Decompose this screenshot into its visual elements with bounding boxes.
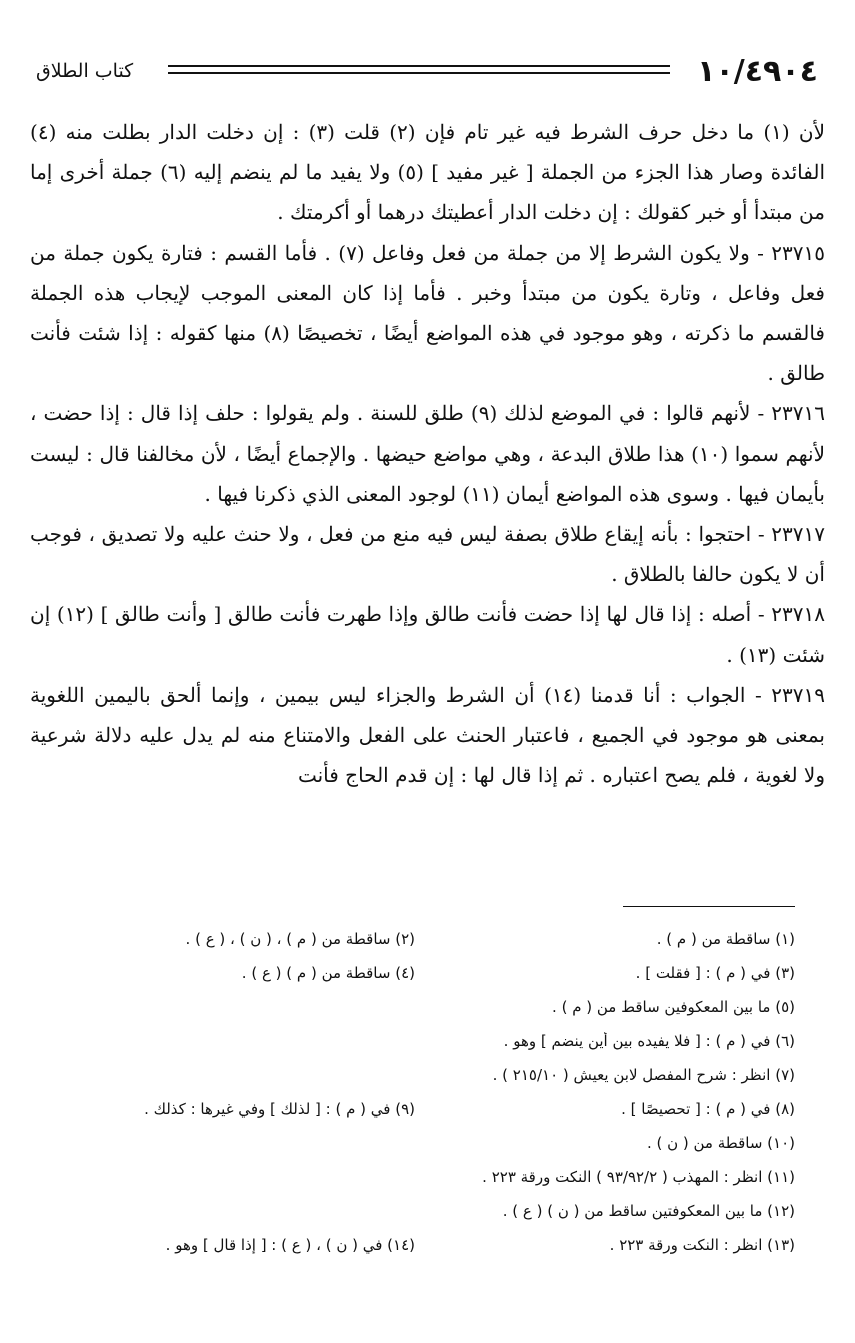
footnote: (١٢) ما بين المعكوفتين ساقط من ( ن ) ( ع ) .	[502, 1202, 795, 1220]
footnote-row	[40, 1058, 795, 1092]
footnote: (٢) ساقطة من ( م ) ، ( ن ) ، ( ع ) .	[185, 930, 415, 948]
footnote-row	[40, 1160, 795, 1194]
footnote: (٣) في ( م ) : [ فقلت ] .	[635, 964, 795, 982]
paragraph: ٢٣٧١٥ - ولا يكون الشرط إلا من جملة من فعل وفاعل (٧) . فأما القسم : فتارة يكون جملة من فعل وفاعل ، وتارة يكون من مبتدأ وخبر . فأما إذا كان المعنى الموجب لإيجاب هذه الجملة فالقسم ما ذكرته ، وهو موجود في هذه المواضع أيضًا ، تخصيصًا (٨) منها كقوله : إذا شئت فأنت طالق .	[30, 240, 825, 386]
footnote-separator	[623, 906, 795, 907]
footnote-row	[40, 990, 795, 1024]
footnote-row	[40, 1194, 795, 1228]
footnote-row	[40, 1228, 795, 1262]
paragraph: ٢٣٧١٨ - أصله : إذا قال لها إذا حضت فأنت طالق وإذا طهرت فأنت طالق [ وأنت طالق ] (١٢) إن شئت (١٣) .	[30, 602, 825, 667]
footnote: (١٠) ساقطة من ( ن ) .	[646, 1134, 795, 1152]
footnote-row	[40, 956, 795, 990]
footnote: (٩) في ( م ) : [ لذلك ] وفي غيرها : كذلك .	[144, 1100, 415, 1118]
paragraph: ٢٣٧١٦ - لأنهم قالوا : في الموضع لذلك (٩) طلق للسنة . ولم يقولوا : حلف إذا قال : إذا حضت ، لأنهم سموا (١٠) هذا طلاق البدعة ، وهي مواضع حيضها . والإجماع أيضًا ، لأن مخالفنا قال : ليست بأيمان فيها . وسوى هذه المواضع أيمان (١١) لوجود المعنى الذي ذكرنا فيها .	[30, 401, 825, 506]
footnote: (١) ساقطة من ( م ) .	[656, 930, 795, 948]
paragraph: ٢٣٧١٩ - الجواب : أنا قدمنا (١٤) أن الشرط والجزاء ليس بيمين ، وإنما ألحق باليمين اللغوية بمعنى هو موجود في الجميع ، فاعتبار الحنث على الفعل والامتناع منه لم يدل عليه دلالة شرعية ولا لغوية ، فلم يصح اعتباره . ثم إذا قال لها : إن قدم الحاج فأنت	[30, 682, 825, 788]
main-text	[30, 112, 825, 795]
page-number: ١٠/٤٩٠٤	[697, 54, 818, 89]
footnote: (٦) في ( م ) : [ فلا يفيده بين أين ينضم ] وهو .	[503, 1032, 795, 1050]
paragraph: لأن (١) ما دخل حرف الشرط فيه غير تام فإن (٢) قلت (٣) : إن دخلت الدار بطلت منه (٤) الفائدة وصار هذا الجزء من الجملة [ غير مفيد ] (٥) ولا يفيد ما لم ينضم إليه (٦) جملة أخرى إما من مبتدأ أو خبر كقولك : إن دخلت الدار أعطيتك درهما أو أكرمتك .	[30, 120, 826, 225]
footnote-row	[40, 922, 795, 956]
footnote: (٥) ما بين المعكوفين ساقط من ( م ) .	[552, 998, 795, 1016]
book-title: كتاب الطلاق	[36, 60, 134, 82]
footnote-row	[40, 1126, 795, 1160]
paragraph: ٢٣٧١٧ - احتجوا : بأنه إيقاع طلاق بصفة ليس فيه منع من فعل ، ولا حنث عليه ولا تصديق ، فوجب أن لا يكون حالفا بالطلاق .	[30, 522, 825, 587]
footnote-row	[40, 1092, 795, 1126]
footnote: (٤) ساقطة من ( م ) ( ع ) .	[241, 964, 415, 982]
footnote: (١١) انظر : المهذب ( ٩٣/٩٢/٢ ) النكت ورقة ٢٢٣ .	[482, 1168, 795, 1186]
footnote: (٨) في ( م ) : [ تحصيصًا ] .	[621, 1100, 795, 1118]
header-rule	[168, 65, 670, 74]
footnote: (١٣) انظر : النكت ورقة ٢٢٣ .	[609, 1236, 795, 1254]
footnote-row	[40, 1024, 795, 1058]
page-header	[30, 52, 820, 92]
footnote: (٧) انظر : شرح المفصل لابن يعيش ( ٢١٥/١٠ ) .	[492, 1066, 795, 1084]
footnotes	[40, 922, 795, 1262]
footnote: (١٤) في ( ن ) ، ( ع ) : [ إذا قال ] وهو .	[165, 1236, 415, 1254]
